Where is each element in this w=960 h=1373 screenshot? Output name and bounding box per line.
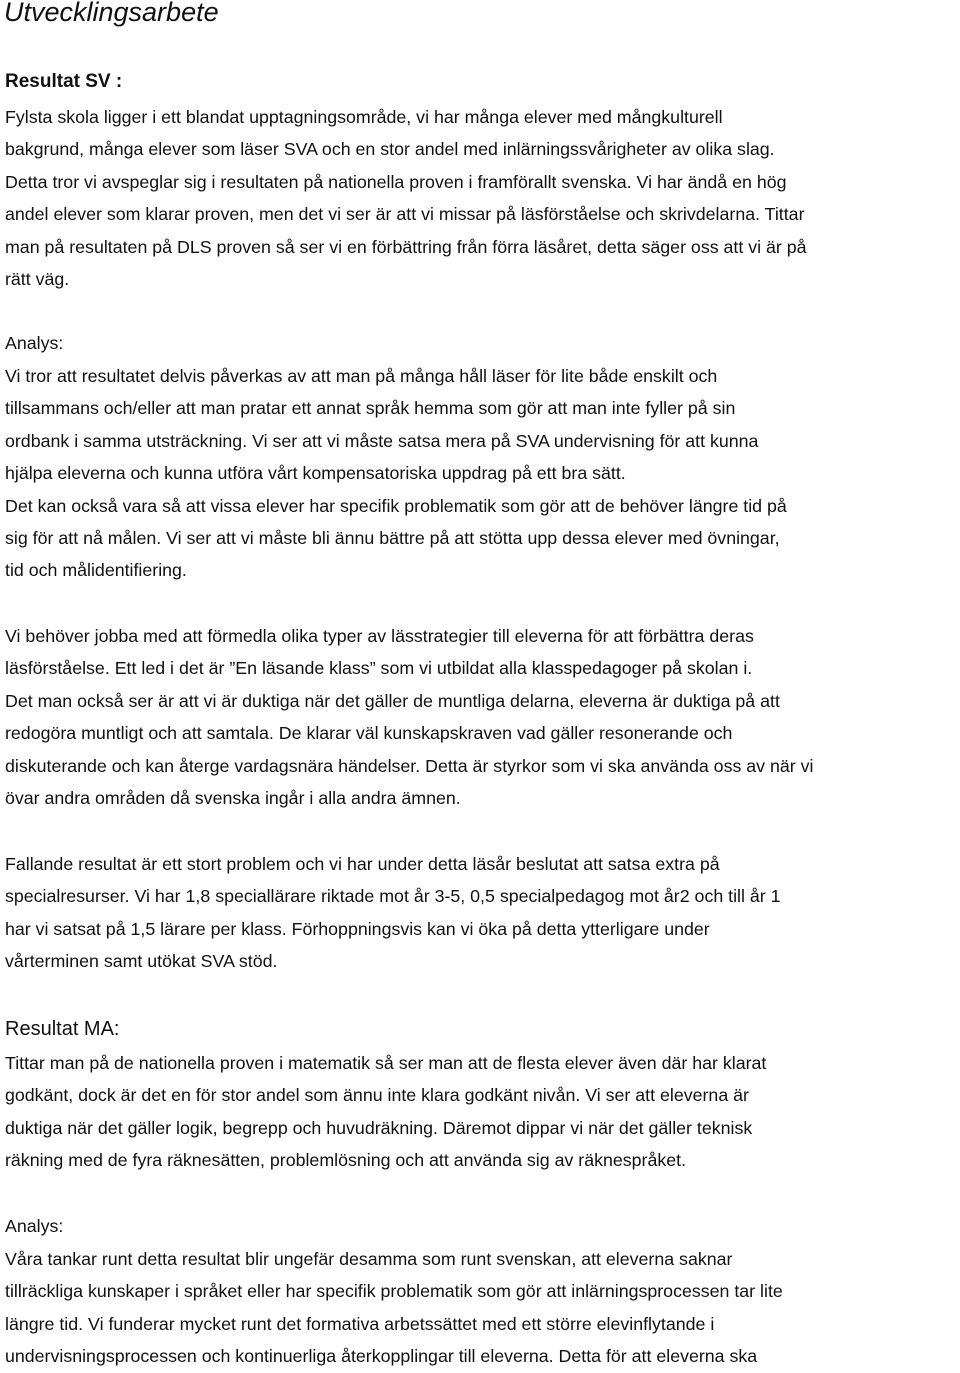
ma-analys-label: Analys: [5, 1216, 64, 1236]
text-line: man på resultaten på DLS proven så ser vi en förbättring från förra läsåret, detta säger oss att vi är på [5, 236, 807, 257]
ma-analys-paragraph [5, 1243, 783, 1373]
text-line: Vi behöver jobba med att förmedla olika typer av lässtrategier till eleverna för att förbättra deras [5, 626, 754, 646]
sv-paragraph-1 [5, 101, 807, 295]
text-line: Detta tror vi avspeglar sig i resultaten på nationella proven i framförallt svenska. Vi har ändå en hög [5, 171, 787, 192]
text-line: Det man också ser är att vi är duktiga när det gäller de muntliga delarna, eleverna är duktiga på att [5, 690, 780, 711]
text-line: längre tid. Vi funderar mycket runt det formativa arbetssättet med ett större elevinflytande i [5, 1313, 715, 1334]
text-line: specialresurser. Vi har 1,8 speciallärare riktade mot år 3-5, 0,5 specialpedagog mot år2 och till år 1 [5, 886, 781, 907]
ma-analys-label-block [5, 1210, 63, 1242]
sv-heading-block [5, 66, 122, 98]
text-line: redogöra muntligt och att samtala. De klarar väl kunskapskraven vad gäller resonerande och [5, 723, 733, 744]
sv-analys-paragraph [5, 360, 787, 587]
text-line: Fylsta skola ligger i ett blandat upptagningsområde, vi har många elever med mångkulturell [5, 107, 723, 127]
text-line: läsförståelse. Ett led i det är ”En läsande klass” som vi utbildat alla klasspedagoger på skolan i. [5, 658, 753, 679]
text-line: räkning med de fyra räknesätten, problemlösning och att använda sig av räknespråket. [5, 1150, 687, 1171]
sv-analys-label: Analys: [5, 333, 64, 353]
document-title: Utvecklingsarbete [4, 0, 219, 27]
text-line: tid och målidentifiering. [5, 560, 187, 581]
sv-strategy-paragraph [5, 620, 814, 814]
text-line: Fallande resultat är ett stort problem och vi har under detta läsår beslutat att satsa extra på [5, 854, 720, 874]
ma-paragraph-1 [5, 1047, 766, 1177]
text-line: godkänt, dock är det en för stor andel som ännu inte klara godkänt nivån. Vi ser att eleverna är [5, 1085, 749, 1106]
text-line: övar andra områden då svenska ingår i alla andra ämnen. [5, 787, 461, 808]
ma-heading-block [5, 1013, 119, 1045]
sv-falling-paragraph [5, 848, 781, 978]
text-line: Vi tror att resultatet delvis påverkas av att man på många håll läser för lite både enskilt och [5, 366, 718, 386]
text-line: undervisningsprocessen och kontinuerliga återkopplingar till eleverna. Detta för att eleverna ska [5, 1346, 758, 1367]
text-line: Våra tankar runt detta resultat blir ungefär desamma som runt svenskan, att eleverna saknar [5, 1249, 733, 1269]
sv-heading: Resultat SV : [5, 71, 123, 92]
text-line: Tittar man på de nationella proven i matematik så ser man att de flesta elever även där har klarat [5, 1053, 767, 1073]
text-line: duktiga när det gäller logik, begrepp och huvudräkning. Däremot dippar vi när det gäller teknisk [5, 1117, 753, 1138]
text-line: Det kan också vara så att vissa elever har specifik problematik som gör att de behöver längre tid på [5, 495, 787, 516]
text-line: bakgrund, många elever som läser SVA och en stor andel med inlärningssvårigheter av olika slag. [5, 139, 775, 160]
text-line: andel elever som klarar proven, men det vi ser är att vi missar på läsförståelse och skrivdelarna. Tittar [5, 204, 805, 225]
text-line: tillsammans och/eller att man pratar ett annat språk hemma som gör att man inte fyller på sin [5, 398, 736, 419]
text-line: rätt väg. [5, 268, 70, 289]
text-line: tillräckliga kunskaper i språket eller har specifik problematik som gör att inlärningsprocessen tar lite [5, 1281, 783, 1302]
text-line: har vi satsat på 1,5 lärare per klass. Förhoppningsvis kan vi öka på detta ytterligare under [5, 918, 710, 939]
sv-analys-label-block [5, 327, 63, 359]
text-line: hjälpa eleverna och kunna utföra vårt kompensatoriska uppdrag på ett bra sätt. [5, 463, 626, 484]
text-line: vårterminen samt utökat SVA stöd. [5, 951, 278, 972]
text-line: sig för att nå målen. Vi ser att vi måste bli ännu bättre på att stötta upp dessa elever med övningar, [5, 527, 780, 548]
text-line: ordbank i samma utsträckning. Vi ser att vi måste satsa mera på SVA undervisning för att kunna [5, 430, 759, 451]
ma-heading: Resultat MA: [5, 1018, 120, 1040]
text-line: diskuterande och kan återge vardagsnära händelser. Detta är styrkor som vi ska använda oss av när vi [5, 755, 814, 776]
